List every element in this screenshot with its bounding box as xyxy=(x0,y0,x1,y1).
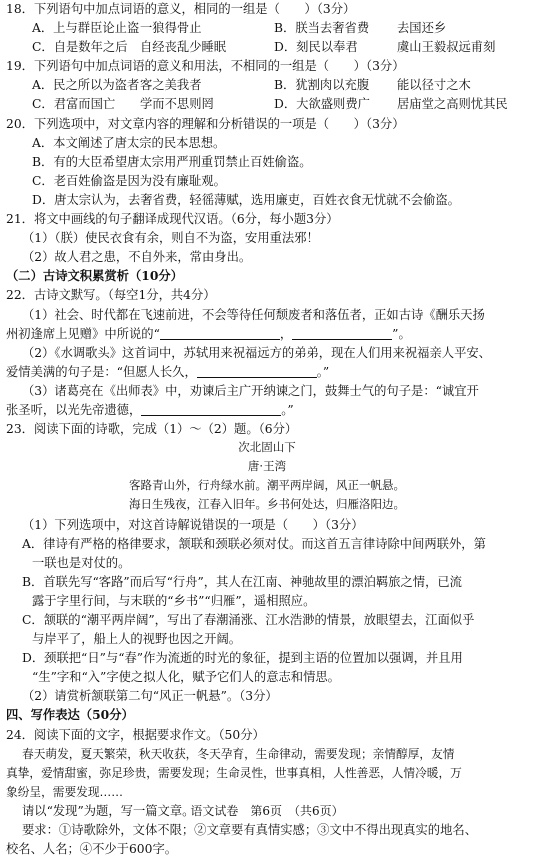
q21-sentence-1: （1）（朕）使民衣食有余，则自不为盗，安用重法邪！ xyxy=(22,231,319,246)
q18-option-b-first: B．朕当去奢省费 xyxy=(274,21,370,36)
q23-option-a-line2: 一联也是对仗的。 xyxy=(32,555,131,570)
q22-part3-line1: （3）诸葛亮在《出师表》中，劝谏后主广开纳谏之门，鼓舞士气的句子是：“诚宜开 xyxy=(22,383,479,398)
section-2-heading: （二）古诗文积累赏析（10分） xyxy=(6,269,183,284)
q22-part2-line1: （2）《水调歌头》这首词中，苏轼用来祝福远方的弟弟，现在人们用来祝福亲人平安、 xyxy=(22,345,491,360)
q18-option-c-second: 自经丧乱少睡眠 xyxy=(140,40,227,55)
q23-option-d-line1: D．颈联把“日”与“春”作为流逝的时光的象征，提到主语的位置加以强调，并且用 xyxy=(22,651,463,666)
q21-stem: 21．将文中画线的句子翻译成现代汉语。（6分，每小题3分） xyxy=(6,212,339,227)
q22-answer-blank-2[interactable] xyxy=(292,327,392,340)
q19-option-b-second: 能以径寸之木 xyxy=(397,78,471,93)
poem-author: 唐·王湾 xyxy=(247,460,287,474)
q19-option-a-first: A．民之所以为盗者 xyxy=(32,78,140,93)
q24-material-line3: 象纷呈，需要发现…… xyxy=(6,784,123,799)
q18-row-ab xyxy=(6,21,528,40)
q24-stem: 24．阅读下面的文字，根据要求作文。（50分） xyxy=(6,727,265,742)
q23-option-c-line2: 与岸平了，船上人的视野也因之开阔。 xyxy=(32,632,242,647)
q18-option-b-second: 去国还乡 xyxy=(397,21,447,36)
q19-option-c-second: 学而不思则罔 xyxy=(140,97,214,112)
exam-page xyxy=(6,2,528,861)
section-4-heading: 四、写作表达（50分） xyxy=(6,708,134,723)
q18-option-d-second: 虞山王毅叔远甫刻 xyxy=(397,40,496,55)
q22-part2-line2: 爱情美满的句子是：“但愿人长久， 。” xyxy=(6,364,330,379)
q23-sub2-stem: （2）请赏析颔联第二句“风正一帆悬”。（3分） xyxy=(22,689,278,704)
q18-stem: 18．下列语句中加点词语的意义，相同的一组是（ ）（3分） xyxy=(6,2,356,16)
q19-option-d-first: D．大欲盛则费广 xyxy=(274,97,370,112)
q24-requirements-line2: 校名、人名；④不少于600字。 xyxy=(6,842,178,857)
q22-part3-line2: 张圣听，以光先帝遗德， 。” xyxy=(6,402,294,417)
q23-sub1-stem: （1）下列选项中，对这首诗解说错误的一项是（ ）（3分） xyxy=(22,517,364,532)
q19-row-ab xyxy=(6,78,528,97)
q20-stem: 20．下列选项中，对文章内容的理解和分析错误的一项是（ ）（3分） xyxy=(6,116,405,131)
poem-line-2: 海日生残夜，江春入旧年。乡书何处达，归雁洛阳边。 xyxy=(129,498,405,512)
q21-sentence-2: （2）故人君之患，不自外来，常由身出。 xyxy=(22,250,252,265)
q22-answer-blank-4[interactable] xyxy=(141,403,281,416)
q23-option-a-line1: A．律诗有严格的格律要求，颔联和颈联必须对仗。而这首五言律诗除中间两联外，第 xyxy=(22,536,486,551)
q22-part1-line1: （1）社会、时代都在飞速前进，不会等待任何颓废者和落伍者，正如古诗《酬乐天扬 xyxy=(22,307,485,322)
q24-material-line1: 春天萌发，夏天繁荣，秋天收获，冬天孕育，生命律动，需要发现；亲情醇厚，友情 xyxy=(22,746,455,761)
q23-stem: 23．阅读下面的诗歌，完成（1）～（2）题。（6分） xyxy=(6,422,298,437)
q18-option-a-second: 一狼得骨止 xyxy=(140,21,202,36)
q23-option-c-line1: C．颔联的“潮平两岸阔”，写出了春潮涌涨、江水浩渺的情景，放眼望去，江面似乎 xyxy=(22,613,475,627)
poem-line-1: 客路青山外，行舟绿水前。潮平两岸阔，风正一帆悬。 xyxy=(129,479,405,493)
q20-option-d: D．唐太宗认为，去奢省费，轻徭薄赋，选用廉吏，百姓衣食无忧就不会偷盗。 xyxy=(32,192,460,207)
q19-option-c-first: C．君富而国亡 xyxy=(32,97,116,112)
q23-option-b-line1: B．首联先写“客路”而后写“行舟”，其人在江南、神驰故里的漂泊羁旅之情，已流 xyxy=(22,574,462,589)
page-footer: 语文试卷 第6页 （共6页） xyxy=(190,804,344,818)
poem-title: 次北固山下 xyxy=(238,441,296,455)
q19-option-a-second: 客之美我者 xyxy=(140,78,202,93)
q22-part1-line2: 州初逢席上见赠》中所说的“ ， ”。 xyxy=(6,326,411,341)
q20-option-c: C．老百姓偷盗是因为没有廉耻观。 xyxy=(32,173,226,188)
q24-task: 请以“发现”为题，写一篇文章。 xyxy=(22,803,195,818)
q19-option-d-second: 居庙堂之高则忧其民 xyxy=(397,97,508,112)
q22-answer-blank-3[interactable] xyxy=(197,365,317,378)
q19-row-cd xyxy=(6,97,528,116)
q24-material-line2: 真挚，爱情甜蜜，弥足珍贵，需要发现；生命灵性，世事真相，人性善恶，人情冷暖，万 xyxy=(6,765,462,780)
q22-stem: 22．古诗文默写。（每空1分，共4分） xyxy=(6,288,216,303)
q18-option-d-first: D．刻民以奉君 xyxy=(274,40,358,55)
q20-option-a: A．本文阐述了唐太宗的民本思想。 xyxy=(32,135,226,150)
q24-requirements-line1: 要求：①诗歌除外，文体不限；②文章要有真情实感；③文中不得出现真实的地名、 xyxy=(22,823,477,838)
q18-row-cd xyxy=(6,40,528,59)
q20-option-b: B．有的大臣希望唐太宗用严刑重罚禁止百姓偷盗。 xyxy=(32,154,312,169)
q18-option-c-first: C．自是数年之后 xyxy=(32,40,128,55)
q23-option-b-line2: 露于字里行间，与末联的“乡书”“归雁”，遥相照应。 xyxy=(32,593,316,608)
q18-option-a-first: A．上与群臣论止盗 xyxy=(32,21,140,36)
q22-answer-blank-1[interactable] xyxy=(160,327,280,340)
q19-stem: 19．下列语句中加点词语的意义和用法，不相同的一组是（ ）（3分） xyxy=(6,59,405,74)
q19-option-b-first: B．犹割肉以充腹 xyxy=(274,78,370,93)
q23-option-d-line2: “生”字和“入”字使之拟人化，赋予它们人的意志和情思。 xyxy=(32,670,340,685)
